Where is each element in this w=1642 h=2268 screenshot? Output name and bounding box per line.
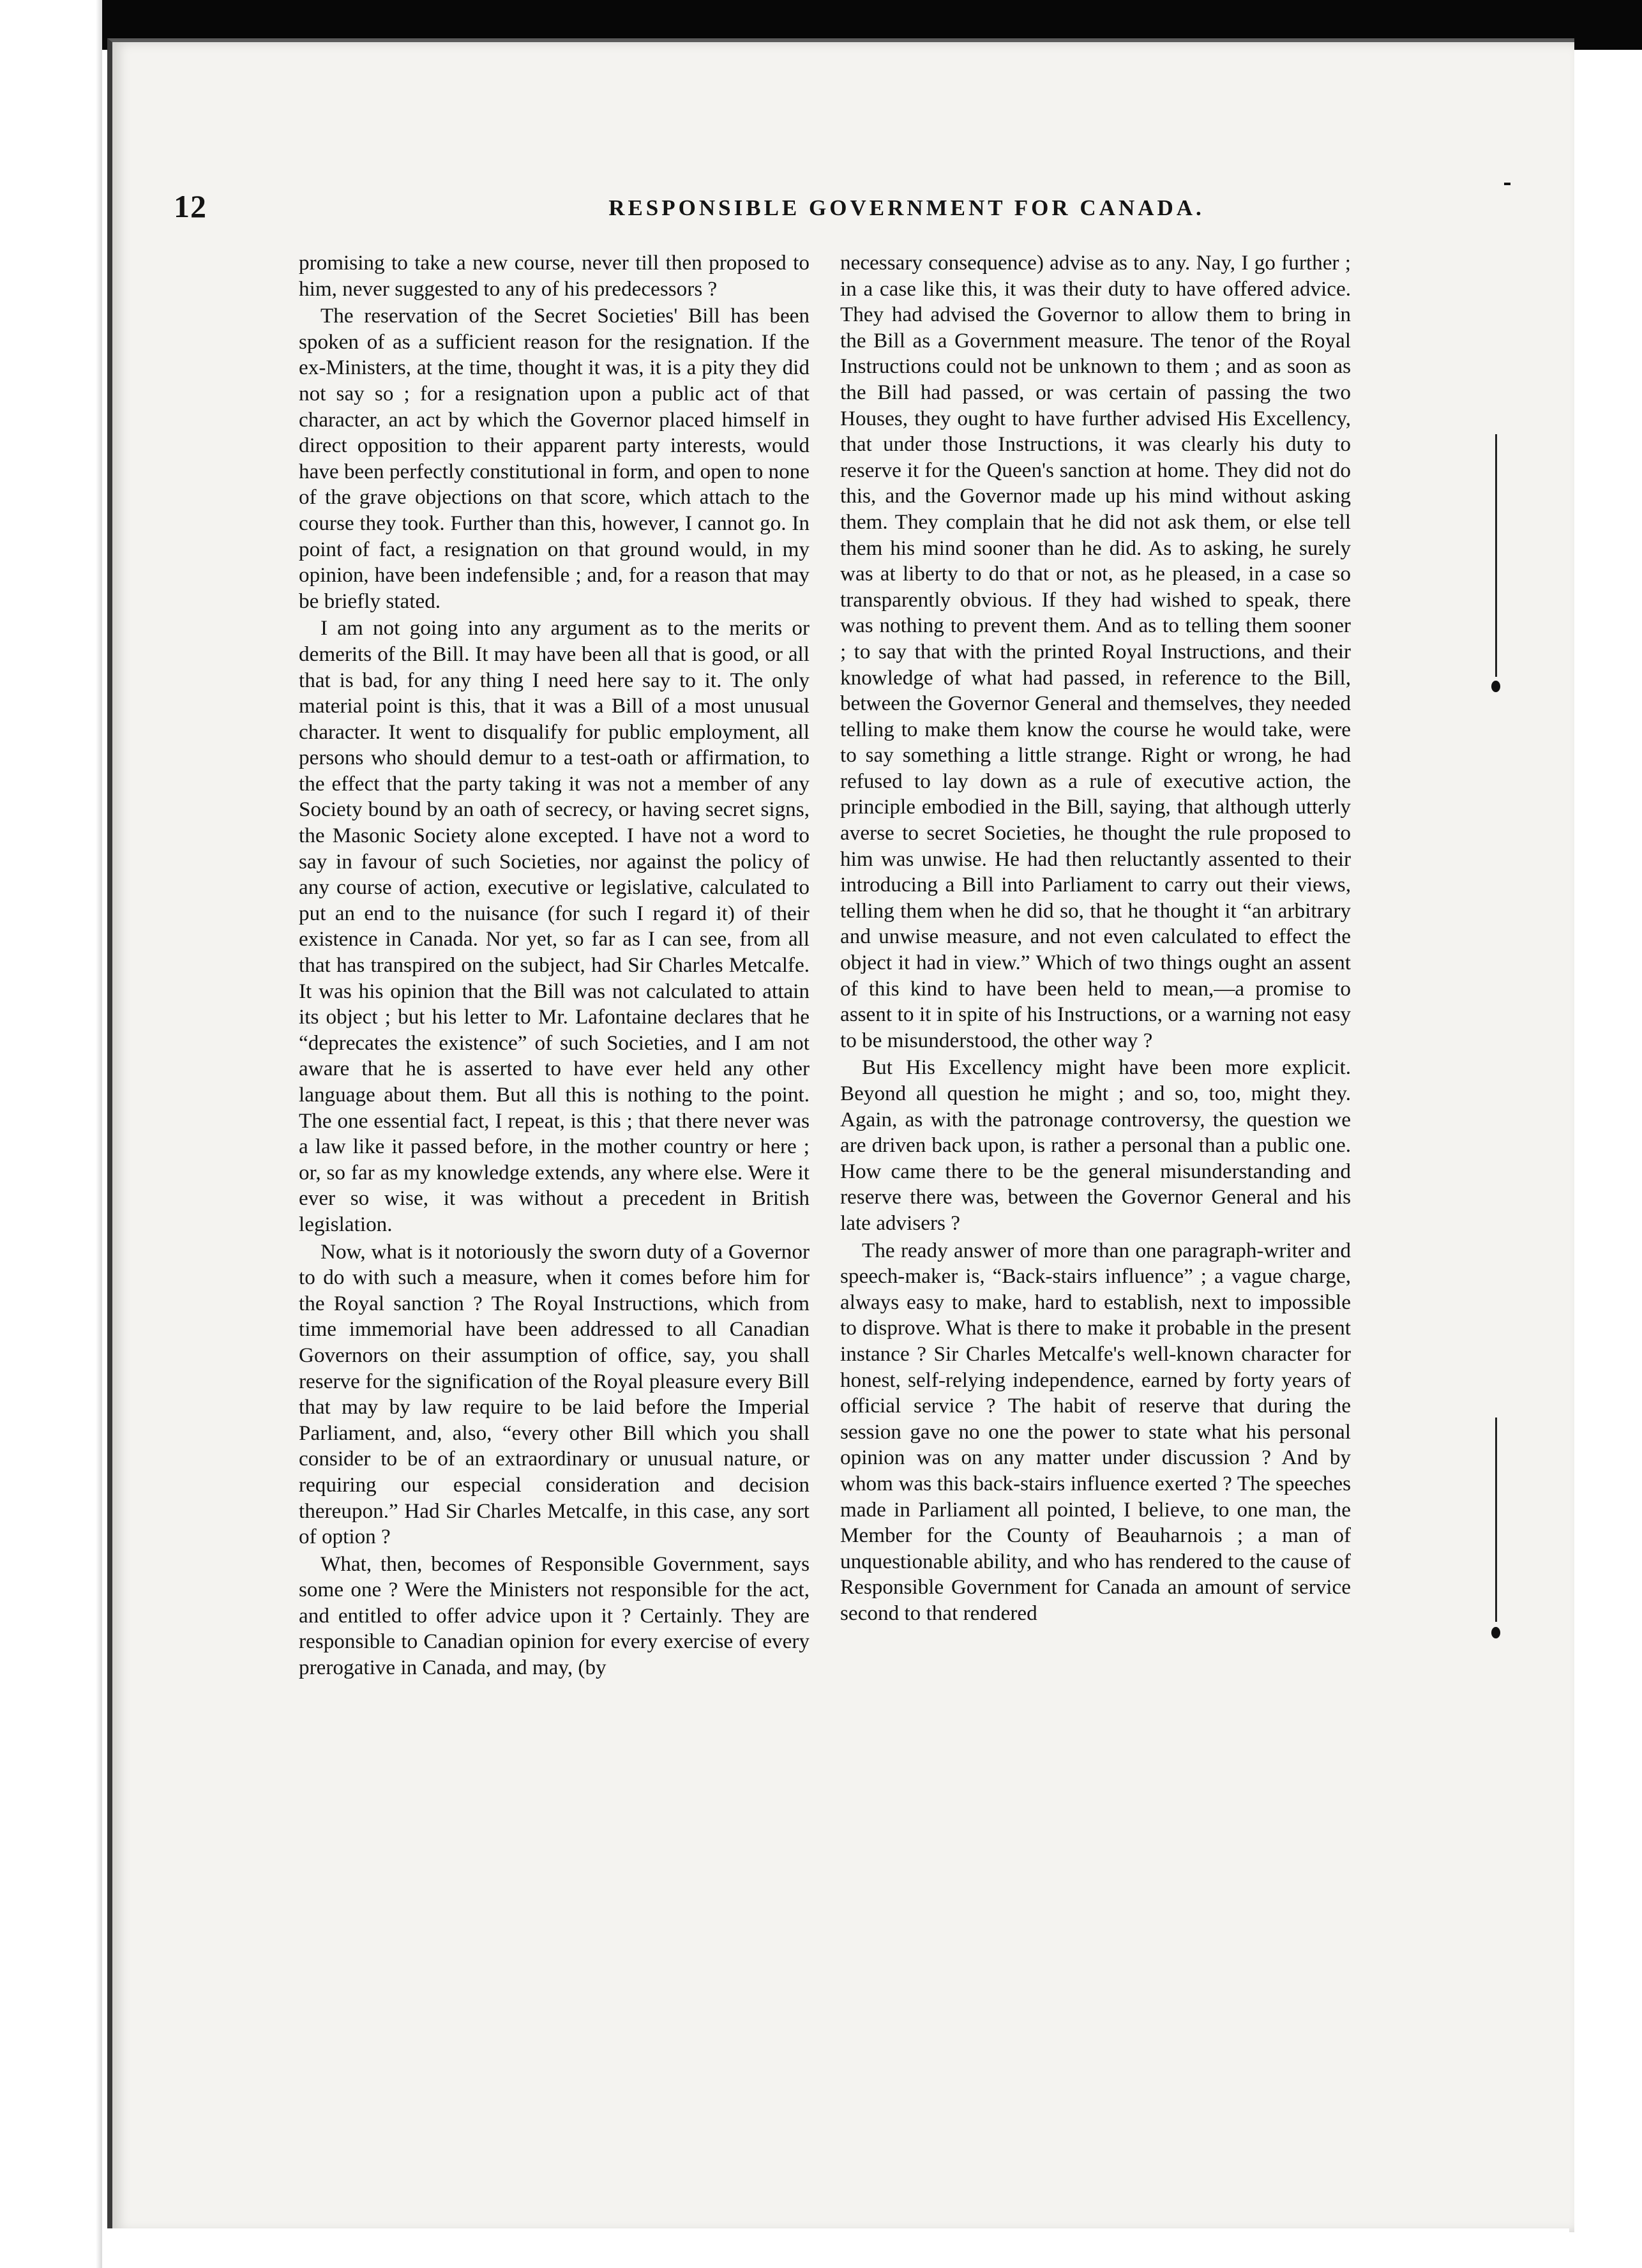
paragraph: The reservation of the Secret Societies' Bill has been spoken of as a sufficient reason for the resignation. If the ex-Ministers, at the time, thought it was, it is a pity they did not say so ; for a resignation upon a public act of that character, an act by which the Governor placed himself in direct opposition to their apparent party interests, would have been perfectly constitutional in form, and open to none of the grave objections on that score, which attach to the course they took. Further than this, however, I cannot go. In point of fact, a resignation on that ground would, in my opinion, have been indefensible ; and, for a reason that may be briefly stated.	[299, 304, 810, 613]
page-edge-tick	[1491, 681, 1500, 692]
paragraph: promising to take a new course, never till then proposed to him, never suggested to any of his predecessors ?	[299, 251, 810, 301]
paragraph: The ready answer of more than one paragraph-writer and speech-maker is, “Back-stairs influence” ; a vague charge, always easy to make, hard to establish, next to impossible to disprove. What is there to make it probable in the present instance ? Sir Charles Metcalfe's well-known character for honest, self-relying independence, earned by forty years of official service ? The habit of reserve that during the session gave no one the power to state what his personal opinion was on any matter under discussion ? And by whom was this back-stairs influence exerted ? The speeches made in Parliament all pointed, I believe, to one man, the Member for the County of Beauharnois ; a man of unquestionable ability, and who has rendered to the cause of Responsible Government for Canada an amount of service second to that rendered	[840, 1238, 1351, 1625]
paragraph: What, then, becomes of Responsible Government, says some one ? Were the Ministers not responsible for the act, and entitled to offer advice upon it ? Certainly. They are responsible to Canadian opinion for every exercise of every prerogative in Canada, and may, (by	[299, 1552, 810, 1680]
page-edge-tick	[1504, 183, 1510, 185]
paragraph: Now, what is it notoriously the sworn duty of a Governor to do with such a measure, when it comes before him for the Royal sanction ? The Royal Instructions, which from time immemorial have been addressed to all Canadian Governors on their assumption of office, say, you shall reserve for the signification of the Royal pleasure every Bill that may by law require to be laid before the Imperial Parliament, and, also, “every other Bill which you shall consider to be of an extraordinary or unusual nature, or requiring our especial consideration and decision thereupon.” Had Sir Charles Metcalfe, in this case, any sort of option ?	[299, 1239, 810, 1549]
running-head: RESPONSIBLE GOVERNMENT FOR CANADA.	[608, 195, 1205, 220]
paragraph: But His Excellency might have been more explicit. Beyond all question he might ; and so, too, might they. Again, as with the patronage controversy, the question we are driven back upon, is rather a personal than a public one. How came there to be the general misunderstanding and reserve there was, between the Governor General and his late advisers ?	[840, 1055, 1351, 1235]
text-column-right	[840, 250, 1351, 2083]
paragraph: necessary consequence) advise as to any. Nay, I go further ; in a case like this, it was their duty to have offered advice. They had advised the Governor to allow them to bring in the Bill as a Government measure. The tenor of the Royal Instructions could not be unknown to them ; and as soon as the Bill had passed, or was certain of passing the two Houses, they ought to have further advised His Excellency, that under those Instructions, it was clearly his duty to reserve it for the Queen's sanction at home. They did not do this, and the Governor made up his mind without asking them. They complain that he did not ask them, or else tell them his mind sooner than he did. As to asking, he surely was at liberty to do that or not, as he pleased, in a case so transparently obvious. If they had wished to speak, there was nothing to prevent them. And as to telling them sooner ; to say that with the printed Royal Instructions, and their knowledge of what had passed, in reference to the Bill, between the Governor General and themselves, they needed telling to make them know the course he would take, were to say something a little strange. Right or wrong, he had refused to lay down as a rule of executive action, the principle embodied in the Bill, saying, that although utterly averse to secret Societies, he thought the rule proposed to him was unwise. He had then reluctantly assented to their introducing a Bill into Parliament to carry out their views, telling them when he did so, that he thought it “an arbitrary and unwise measure, and not even calculated to effect the object it had in view.” Which of two things ought an assent of this kind to have been held to mean,—a promise to assent to it in spite of his Instructions, or a warning not easy to be misunderstood, the other way ?	[840, 251, 1351, 1052]
page-edge-tick	[1491, 1627, 1500, 1638]
text-column-left	[299, 250, 810, 2083]
scan-border-bottom	[107, 2228, 1569, 2268]
page-number: 12	[174, 188, 207, 224]
page-edge-mark	[1495, 434, 1497, 677]
paragraph: I am not going into any argument as to the merits or demerits of the Bill. It may have been all that is good, or all that is bad, for any thing I need here say to it. The only material point is this, that it was a Bill of a most unusual character. It went to disqualify for public employment, all persons who should demur to a test-oath or affirmation, to the effect that the party taking it was not a member of any Society bound by an oath of secrecy, or having secret signs, the Masonic Society alone excepted. I have not a word to say in favour of such Societies, nor against the policy of any course of action, executive or legislative, calculated to put an end to the nuisance (for such I regard it) of their existence in Canada. Nor yet, so far as I can see, from all that has transpired on the subject, had Sir Charles Metcalfe. It was his opinion that the Bill was not calculated to attain its object ; but his letter to Mr. Lafontaine declares that he “deprecates the existence” of such Societies, and I am not aware that he is asserted to have ever held any other language about them. But all this is nothing to the point. The one essential fact, I repeat, is this ; that there never was a law like it passed before, in the mother country or here ; or, so far as my knowledge extends, any where else. Were it ever so wise, it was without a precedent in British legislation.	[299, 616, 810, 1236]
scan-border-left	[0, 0, 102, 2268]
page-edge-mark	[1495, 1418, 1497, 1622]
